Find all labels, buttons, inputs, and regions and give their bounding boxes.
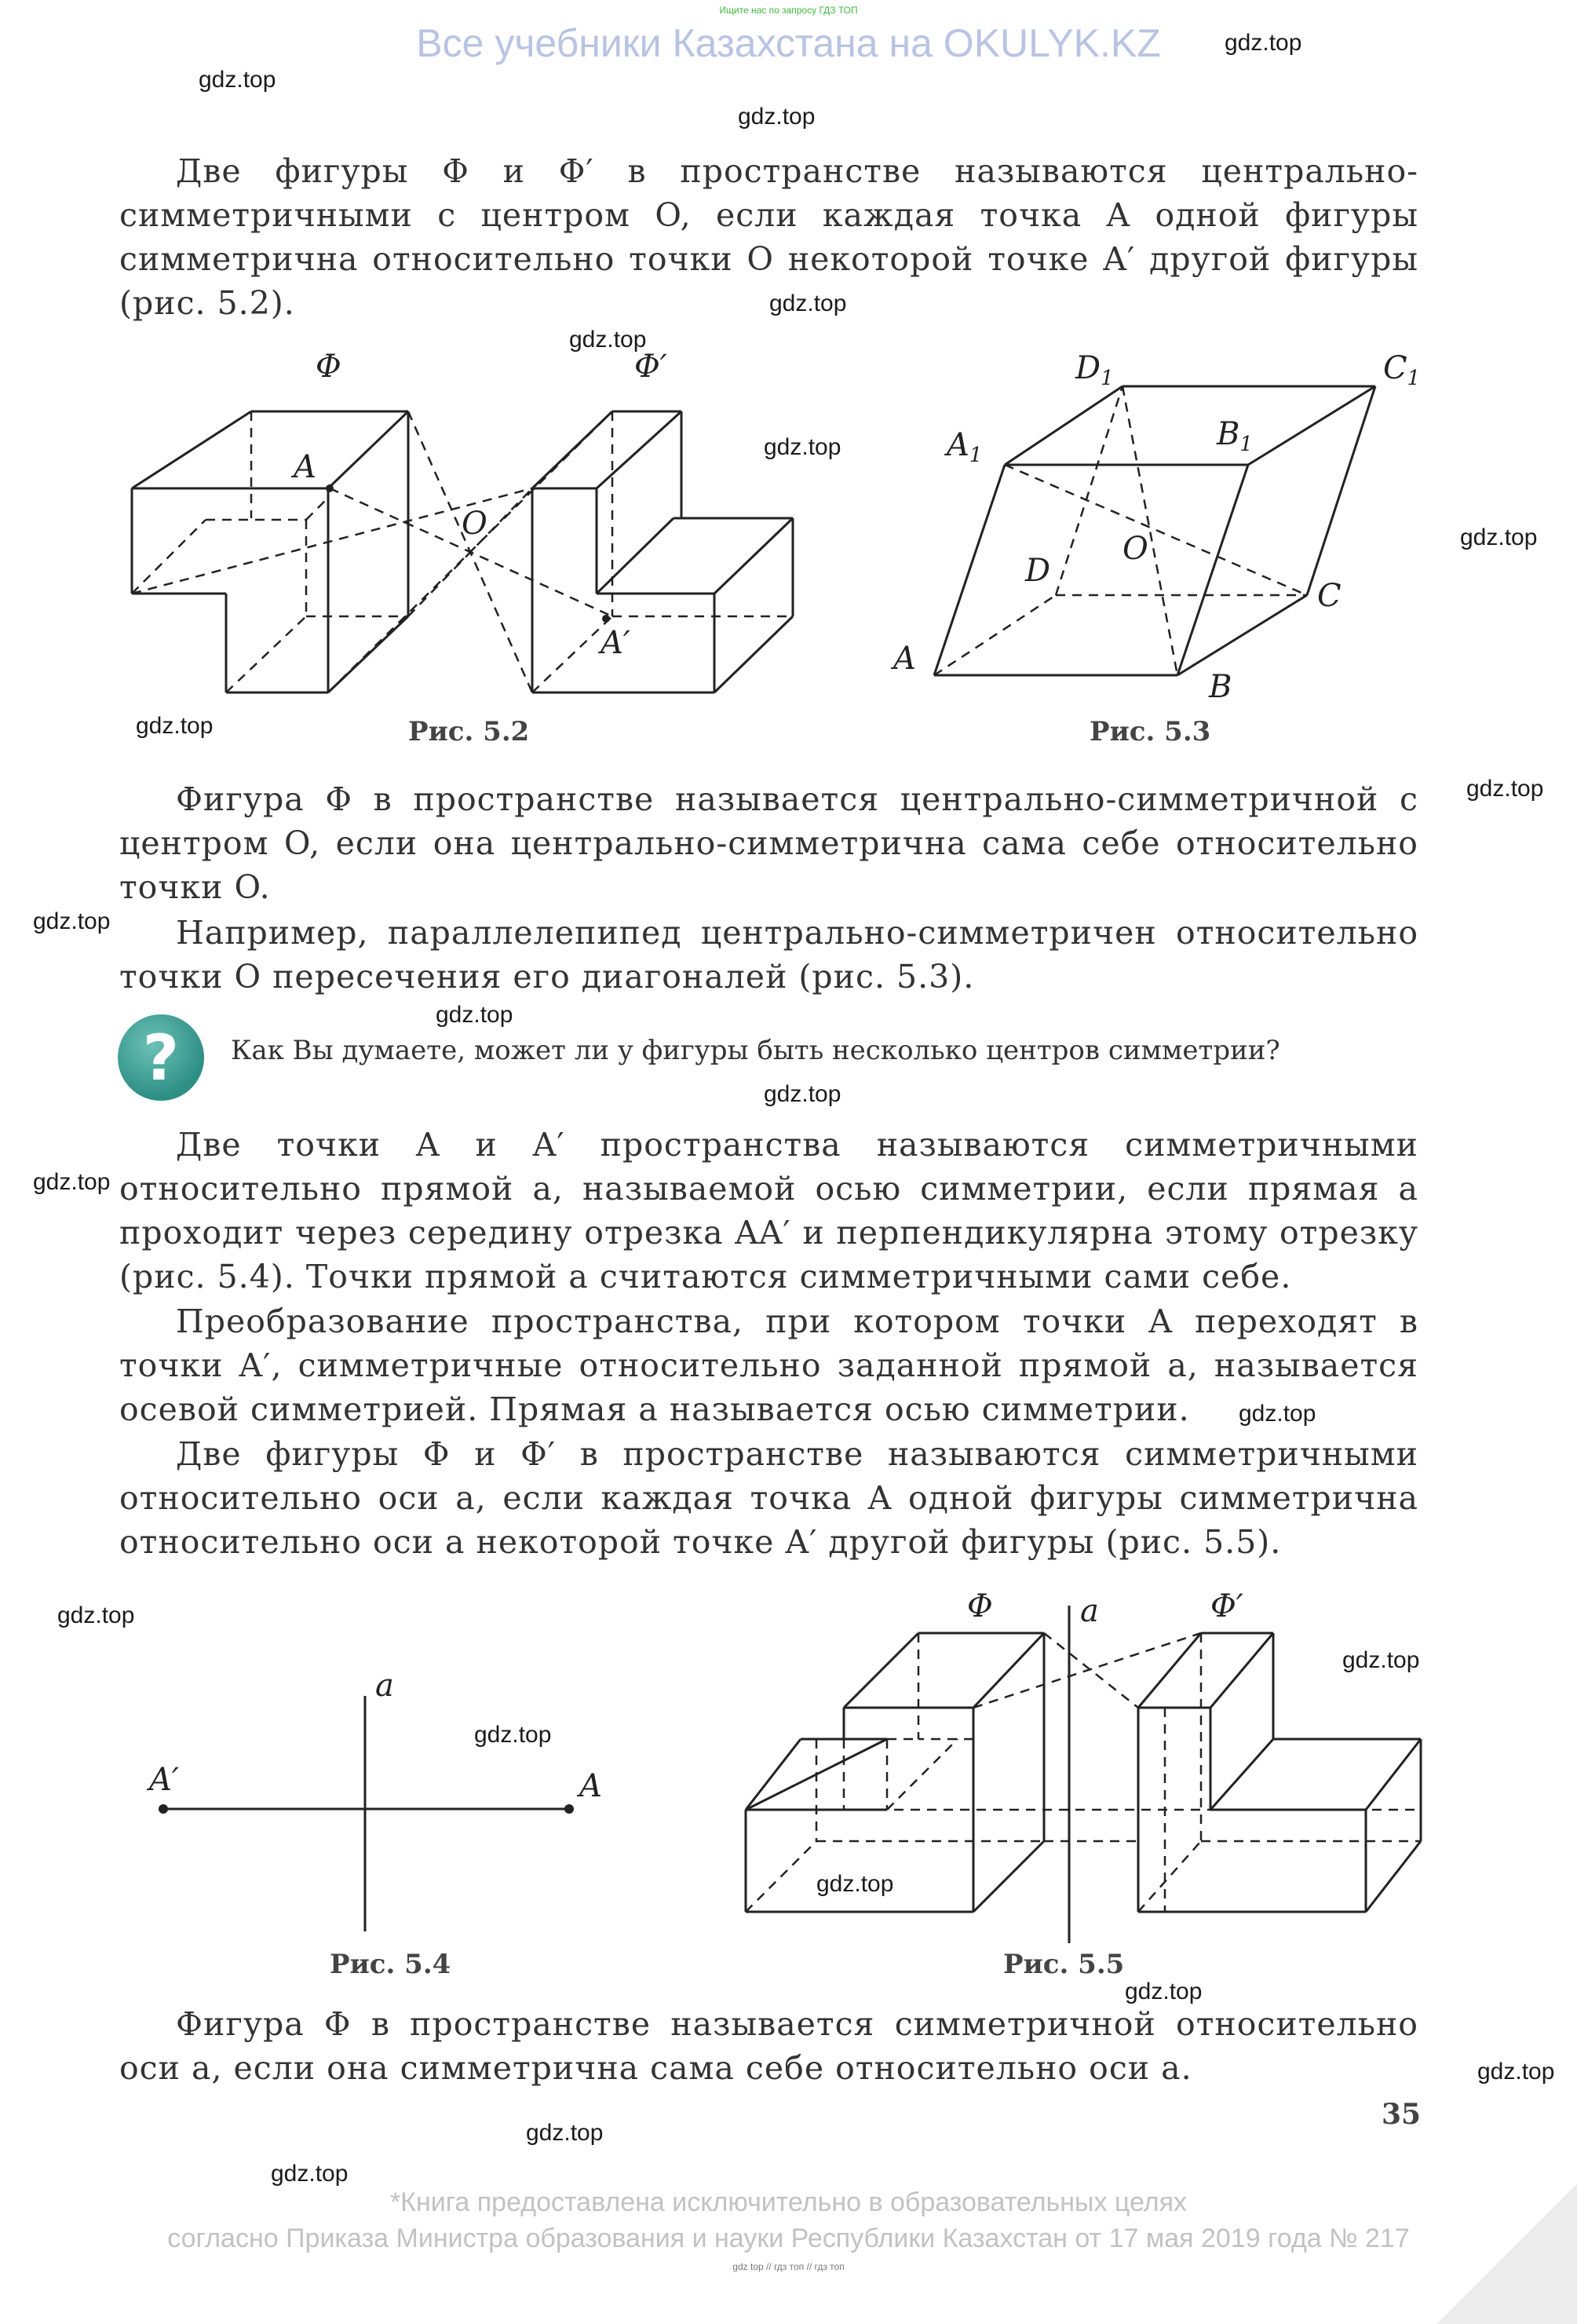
paragraph-central-symmetry-figures: Две фигуры Φ и Φ′ в пространстве называются центрально-симметричными с центром O, если каждая точка A одной фигуры симметрична относительно точки O некоторой точке A′ другой фигуры (рис. 5.2). <box>119 152 1418 322</box>
paragraph-axial-symmetric-figure: Фигура Φ в пространстве называется симметричной относительно оси a, если она симметрична сама себе относительно оси a. <box>119 2005 1418 2087</box>
label-phi: Φ <box>967 1588 993 1624</box>
watermark: gdz.top <box>569 327 647 353</box>
watermark: gdz.top <box>764 434 841 460</box>
point-a-prime <box>602 615 610 623</box>
question-icon: ? <box>118 1014 204 1101</box>
point-a <box>564 1804 574 1814</box>
label-o: O <box>1123 531 1148 567</box>
label-a-prime: A′ <box>149 1762 179 1798</box>
watermark: gdz.top <box>1477 2059 1555 2085</box>
caption-fig-5-5: Рис. 5.5 <box>1003 1949 1125 1980</box>
watermark: gdz.top <box>1239 1401 1316 1427</box>
paragraph-central-symmetric-figure: Фигура Φ в пространстве называется центрально-симметричной с центром O, если она центрально-симметрична сама себе относительно точки O. <box>119 780 1418 906</box>
footer-line-1: *Книга предоставлена исключительно в образовательных целях <box>389 2187 1188 2217</box>
watermark: gdz.top <box>816 1871 894 1897</box>
point-a-prime <box>159 1804 168 1814</box>
label-d1: $D_1$ <box>1075 350 1114 390</box>
watermark: gdz.top <box>199 67 276 93</box>
label-b: B <box>1209 669 1232 705</box>
figure-5-3 <box>879 345 1429 707</box>
paragraph-parallelepiped-example: Например, параллелепипед центрально-симметричен относительно точки O пересечения его диагоналей (рис. 5.3). <box>119 914 1418 996</box>
watermark: gdz.top <box>136 713 214 739</box>
label-d: D <box>1025 553 1051 589</box>
watermark: gdz.top <box>436 1002 513 1028</box>
figure-5-4 <box>141 1664 628 1947</box>
footer-small: gdz top // гдз топ // гдз топ <box>732 2261 845 2272</box>
watermark: gdz.top <box>271 2161 349 2187</box>
label-a: A <box>579 1768 602 1804</box>
caption-fig-5-3: Рис. 5.3 <box>1090 716 1211 747</box>
label-axis: a <box>375 1668 394 1704</box>
label-c: C <box>1317 578 1342 614</box>
watermark: gdz.top <box>1466 776 1544 802</box>
point-a <box>326 484 334 492</box>
watermark: gdz.top <box>526 2120 604 2146</box>
watermark: gdz.top <box>1225 30 1302 56</box>
caption-fig-5-2: Рис. 5.2 <box>408 716 530 747</box>
caption-fig-5-4: Рис. 5.4 <box>330 1949 451 1980</box>
label-a: A <box>294 449 316 485</box>
watermark: gdz.top <box>764 1081 841 1107</box>
label-b1: $B_1$ <box>1217 416 1253 456</box>
label-axis: a <box>1080 1593 1099 1629</box>
paragraph-axial-symmetry-definition: Преобразование пространства, при котором точки A переходят в точки A′, симметричные относительно заданной прямой a, называется осевой симметрией. Прямая a называется осью симметрии. <box>119 1303 1418 1428</box>
label-c1: $C_1$ <box>1383 350 1421 390</box>
footer-line-2: согласно Приказа Министра образования и науки Республики Казахстан от 17 мая 2019 года № 217 <box>167 2224 1410 2253</box>
paragraph-axial-symmetric-points: Две точки A и A′ пространства называются симметричными относительно прямой a, называемой осью симметрии, если прямая a проходит через середину отрезка AA′ и перпендикулярна этому отрезку (рис. 5.4). Точки прямой a считаются симметричными сами себе. <box>119 1126 1418 1295</box>
label-a1: $A_1$ <box>947 427 983 467</box>
watermark: gdz.top <box>33 908 111 934</box>
paragraph-axial-symmetric-figures: Две фигуры Φ и Φ′ в пространстве называются симметричными относительно оси a, если каждая точка A одной фигуры симметрична относительно оси a некоторой точке A′ другой фигуры (рис. 5.5). <box>119 1435 1418 1561</box>
watermark: gdz.top <box>1460 524 1538 550</box>
label-a-prime: A′ <box>601 625 630 661</box>
label-a: A <box>893 641 916 677</box>
watermark: gdz.top <box>33 1169 111 1195</box>
watermark: gdz.top <box>1125 1979 1203 2004</box>
watermark: gdz.top <box>738 104 816 130</box>
watermark: gdz.top <box>769 290 847 316</box>
page-corner-shade <box>1436 2120 1577 2324</box>
label-phi-prime: Φ′ <box>634 349 667 385</box>
page-number: 35 <box>1382 2098 1422 2131</box>
question-text: Как Вы думаете, может ли у фигуры быть несколько центров симметрии? <box>231 1035 1280 1066</box>
label-phi: Φ <box>316 349 341 385</box>
watermark: gdz.top <box>57 1602 135 1628</box>
label-phi-prime: Φ′ <box>1210 1588 1243 1624</box>
watermark: gdz.top <box>1342 1647 1420 1673</box>
watermark: gdz.top <box>474 1722 552 1748</box>
label-o: O <box>462 506 487 542</box>
figure-5-5 <box>730 1582 1484 1951</box>
header-search-hint: Ищите нас по запросу ГДЗ ТОП <box>719 5 858 16</box>
figure-5-2 <box>110 345 863 738</box>
header-title: Все учебники Казахстана на OKULYK.KZ <box>416 21 1161 65</box>
